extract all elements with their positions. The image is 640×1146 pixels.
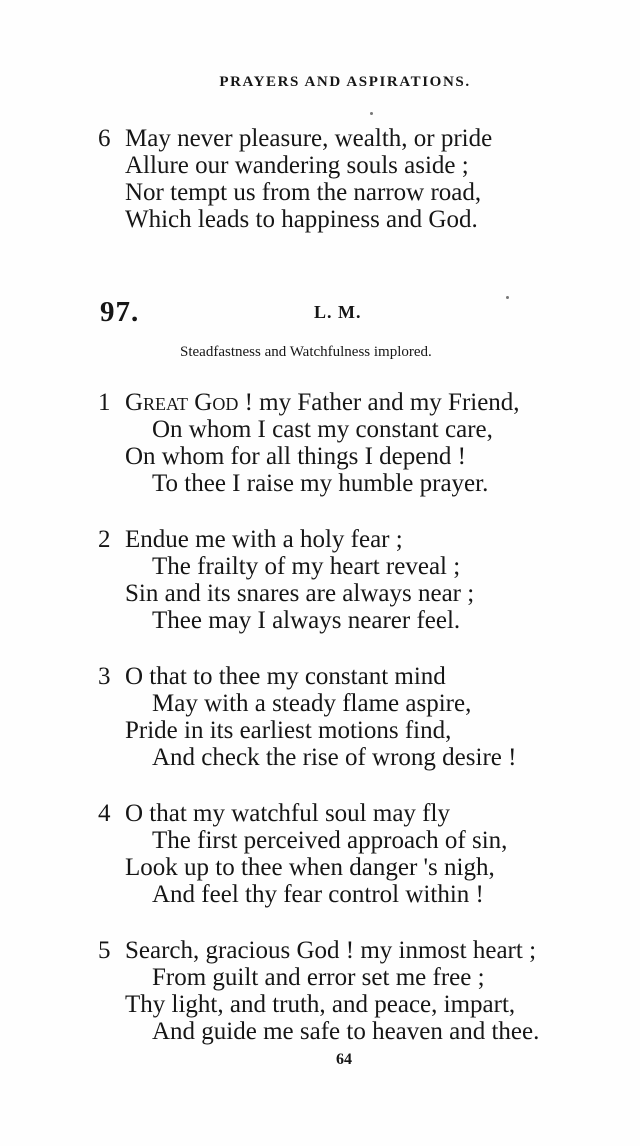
verse-line: And feel thy fear control within ! <box>152 881 484 908</box>
verse-line: May with a steady flame aspire, <box>152 690 472 717</box>
hymn-number: 97. <box>100 296 140 328</box>
verse-line: To thee I raise my humble prayer. <box>152 470 489 497</box>
verse-line: Endue me with a holy fear ; <box>125 526 403 553</box>
verse-line: Search, gracious God ! my inmost heart ; <box>125 937 537 964</box>
verse-line: O that to thee my constant mind <box>125 663 446 690</box>
verse-line: The frailty of my heart reveal ; <box>152 553 461 580</box>
verse-line-rest: ! my Father and my Friend, <box>238 389 520 416</box>
verse-line: Which leads to happiness and God. <box>125 206 478 233</box>
verse-line: Allure our wandering souls aside ; <box>125 152 469 179</box>
verse-line: And check the rise of wrong desire ! <box>152 744 517 771</box>
hymn-meter: L. M. <box>314 302 362 322</box>
verse-line: Pride in its earliest motions find, <box>125 717 452 744</box>
verse-line: Look up to thee when danger 's nigh, <box>125 854 495 881</box>
print-speck <box>370 112 373 115</box>
stanza-number: 1 <box>98 389 111 416</box>
hymn-subtitle: Steadfastness and Watchfulness implored. <box>180 344 432 360</box>
verse-line: From guilt and error set me free ; <box>152 964 485 991</box>
page-number: 64 <box>336 1051 352 1068</box>
verse-line: Nor tempt us from the narrow road, <box>125 179 482 206</box>
verse-line: May never pleasure, wealth, or pride <box>125 125 493 152</box>
verse-line: On whom I cast my constant care, <box>152 416 493 443</box>
verse-line: O that my watchful soul may fly <box>125 800 450 827</box>
stanza-number: 3 <box>98 663 111 690</box>
verse-line: The first perceived approach of sin, <box>152 827 508 854</box>
verse-line: And guide me safe to heaven and thee. <box>152 1018 540 1045</box>
verse-line: Sin and its snares are always near ; <box>125 580 475 607</box>
stanza-number: 5 <box>98 937 111 964</box>
print-speck <box>506 296 509 299</box>
verse-line: Thy light, and truth, and peace, impart, <box>125 991 516 1018</box>
running-head: PRAYERS AND ASPIRATIONS. <box>219 74 471 90</box>
stanza-number: 2 <box>98 526 111 553</box>
verse-line: On whom for all things I depend ! <box>125 443 466 470</box>
verse-line: Thee may I always nearer feel. <box>152 607 461 634</box>
stanza-number: 6 <box>98 125 111 152</box>
stanza-number: 4 <box>98 800 111 827</box>
first-words: Great God <box>125 389 239 416</box>
verse-line <box>125 389 520 416</box>
